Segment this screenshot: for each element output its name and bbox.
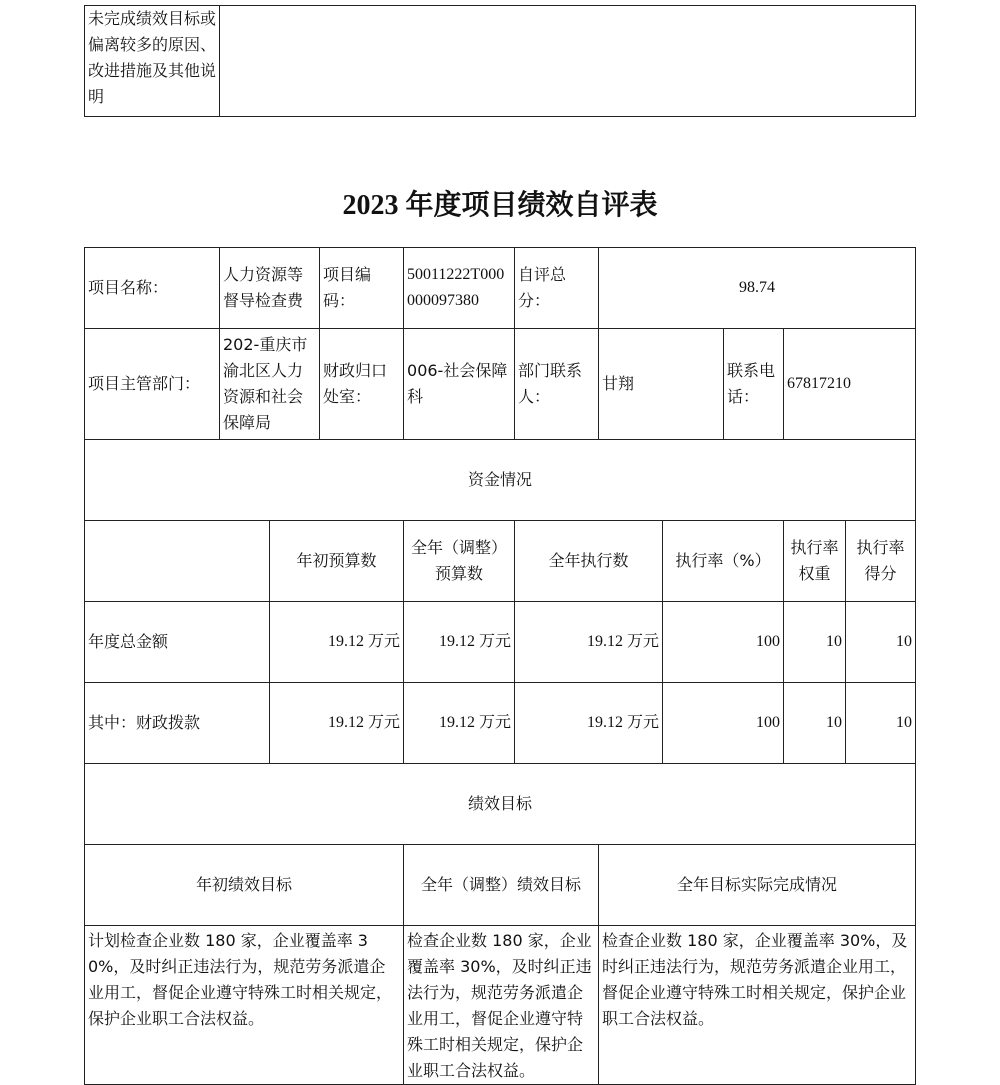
self-score-value: 98.74 <box>599 248 916 329</box>
funds-header-adjusted-budget: 全年（调整）预算数 <box>404 521 515 602</box>
funds-section-label: 资金情况 <box>85 440 916 521</box>
previous-section-table <box>84 5 916 117</box>
project-name-value: 人力资源等督导检查费 <box>220 248 320 329</box>
goals-section-label: 绩效目标 <box>85 764 916 845</box>
goal-actual-text: 检查企业数 180 家，企业覆盖率 30%，及时纠正违法行为，规范劳务派遣企业用工，督促企业遵守特殊工时相关规定，保护企业职工合法权益。 <box>599 926 916 1085</box>
funds-cell-executed: 19.12 万元 <box>515 602 663 683</box>
funds-cell-weight: 10 <box>784 602 846 683</box>
contact-label: 部门联系人： <box>515 329 599 440</box>
goals-header-initial: 年初绩效目标 <box>85 845 404 926</box>
funds-header-rate-score: 执行率得分 <box>846 521 916 602</box>
dept-label: 项目主管部门： <box>85 329 220 440</box>
department-row <box>85 329 916 440</box>
funds-cell-rate-score: 10 <box>846 683 916 764</box>
funds-header-row <box>85 521 916 602</box>
phone-value: 67817210 <box>784 329 916 440</box>
contact-value: 甘翔 <box>599 329 724 440</box>
goal-adjusted-text: 检查企业数 180 家，企业覆盖率 30%，及时纠正违法行为，规范劳务派遣企业用工，督促企业遵守特殊工时相关规定，保护企业职工合法权益。 <box>404 926 599 1085</box>
project-code-label: 项目编码： <box>320 248 404 329</box>
funds-row-label: 年度总金额 <box>85 602 270 683</box>
unfinished-reason-label: 未完成绩效目标或偏离较多的原因、改进措施及其他说明 <box>85 6 220 117</box>
project-name-label: 项目名称： <box>85 248 220 329</box>
funds-row-total <box>85 602 916 683</box>
funds-header-exec-rate: 执行率（%） <box>663 521 784 602</box>
funds-cell-rate-score: 10 <box>846 602 916 683</box>
funds-cell-adjusted-budget: 19.12 万元 <box>404 602 515 683</box>
funds-cell-initial-budget: 19.12 万元 <box>270 683 404 764</box>
funds-cell-exec-rate: 100 <box>663 683 784 764</box>
funds-cell-adjusted-budget: 19.12 万元 <box>404 683 515 764</box>
project-code-value: 50011222T000000097380 <box>404 248 515 329</box>
goals-header-adjusted: 全年（调整）绩效目标 <box>404 845 599 926</box>
goals-content-row <box>85 926 916 1085</box>
goals-header-actual: 全年目标实际完成情况 <box>599 845 916 926</box>
unfinished-reason-value <box>220 6 916 117</box>
funds-cell-initial-budget: 19.12 万元 <box>270 602 404 683</box>
funds-row-fiscal <box>85 683 916 764</box>
finance-office-label: 财政归口处室： <box>320 329 404 440</box>
finance-office-value: 006-社会保障科 <box>404 329 515 440</box>
goal-initial-text: 计划检查企业数 180 家，企业覆盖率 30%，及时纠正违法行为，规范劳务派遣企业用工，督促企业遵守特殊工时相关规定，保护企业职工合法权益。 <box>85 926 404 1085</box>
project-info-row <box>85 248 916 329</box>
self-score-label: 自评总分： <box>515 248 599 329</box>
funds-cell-exec-rate: 100 <box>663 602 784 683</box>
phone-label: 联系电话： <box>724 329 784 440</box>
funds-row-label: 其中：财政拨款 <box>85 683 270 764</box>
goals-header-row <box>85 845 916 926</box>
evaluation-table <box>84 247 916 1085</box>
page-title: 2023 年度项目绩效自评表 <box>342 190 658 221</box>
funds-cell-weight: 10 <box>784 683 846 764</box>
funds-header-executed: 全年执行数 <box>515 521 663 602</box>
funds-header-initial-budget: 年初预算数 <box>270 521 404 602</box>
funds-cell-executed: 19.12 万元 <box>515 683 663 764</box>
funds-header-blank <box>85 521 270 602</box>
funds-header-weight: 执行率权重 <box>784 521 846 602</box>
dept-value: 202-重庆市渝北区人力资源和社会保障局 <box>220 329 320 440</box>
